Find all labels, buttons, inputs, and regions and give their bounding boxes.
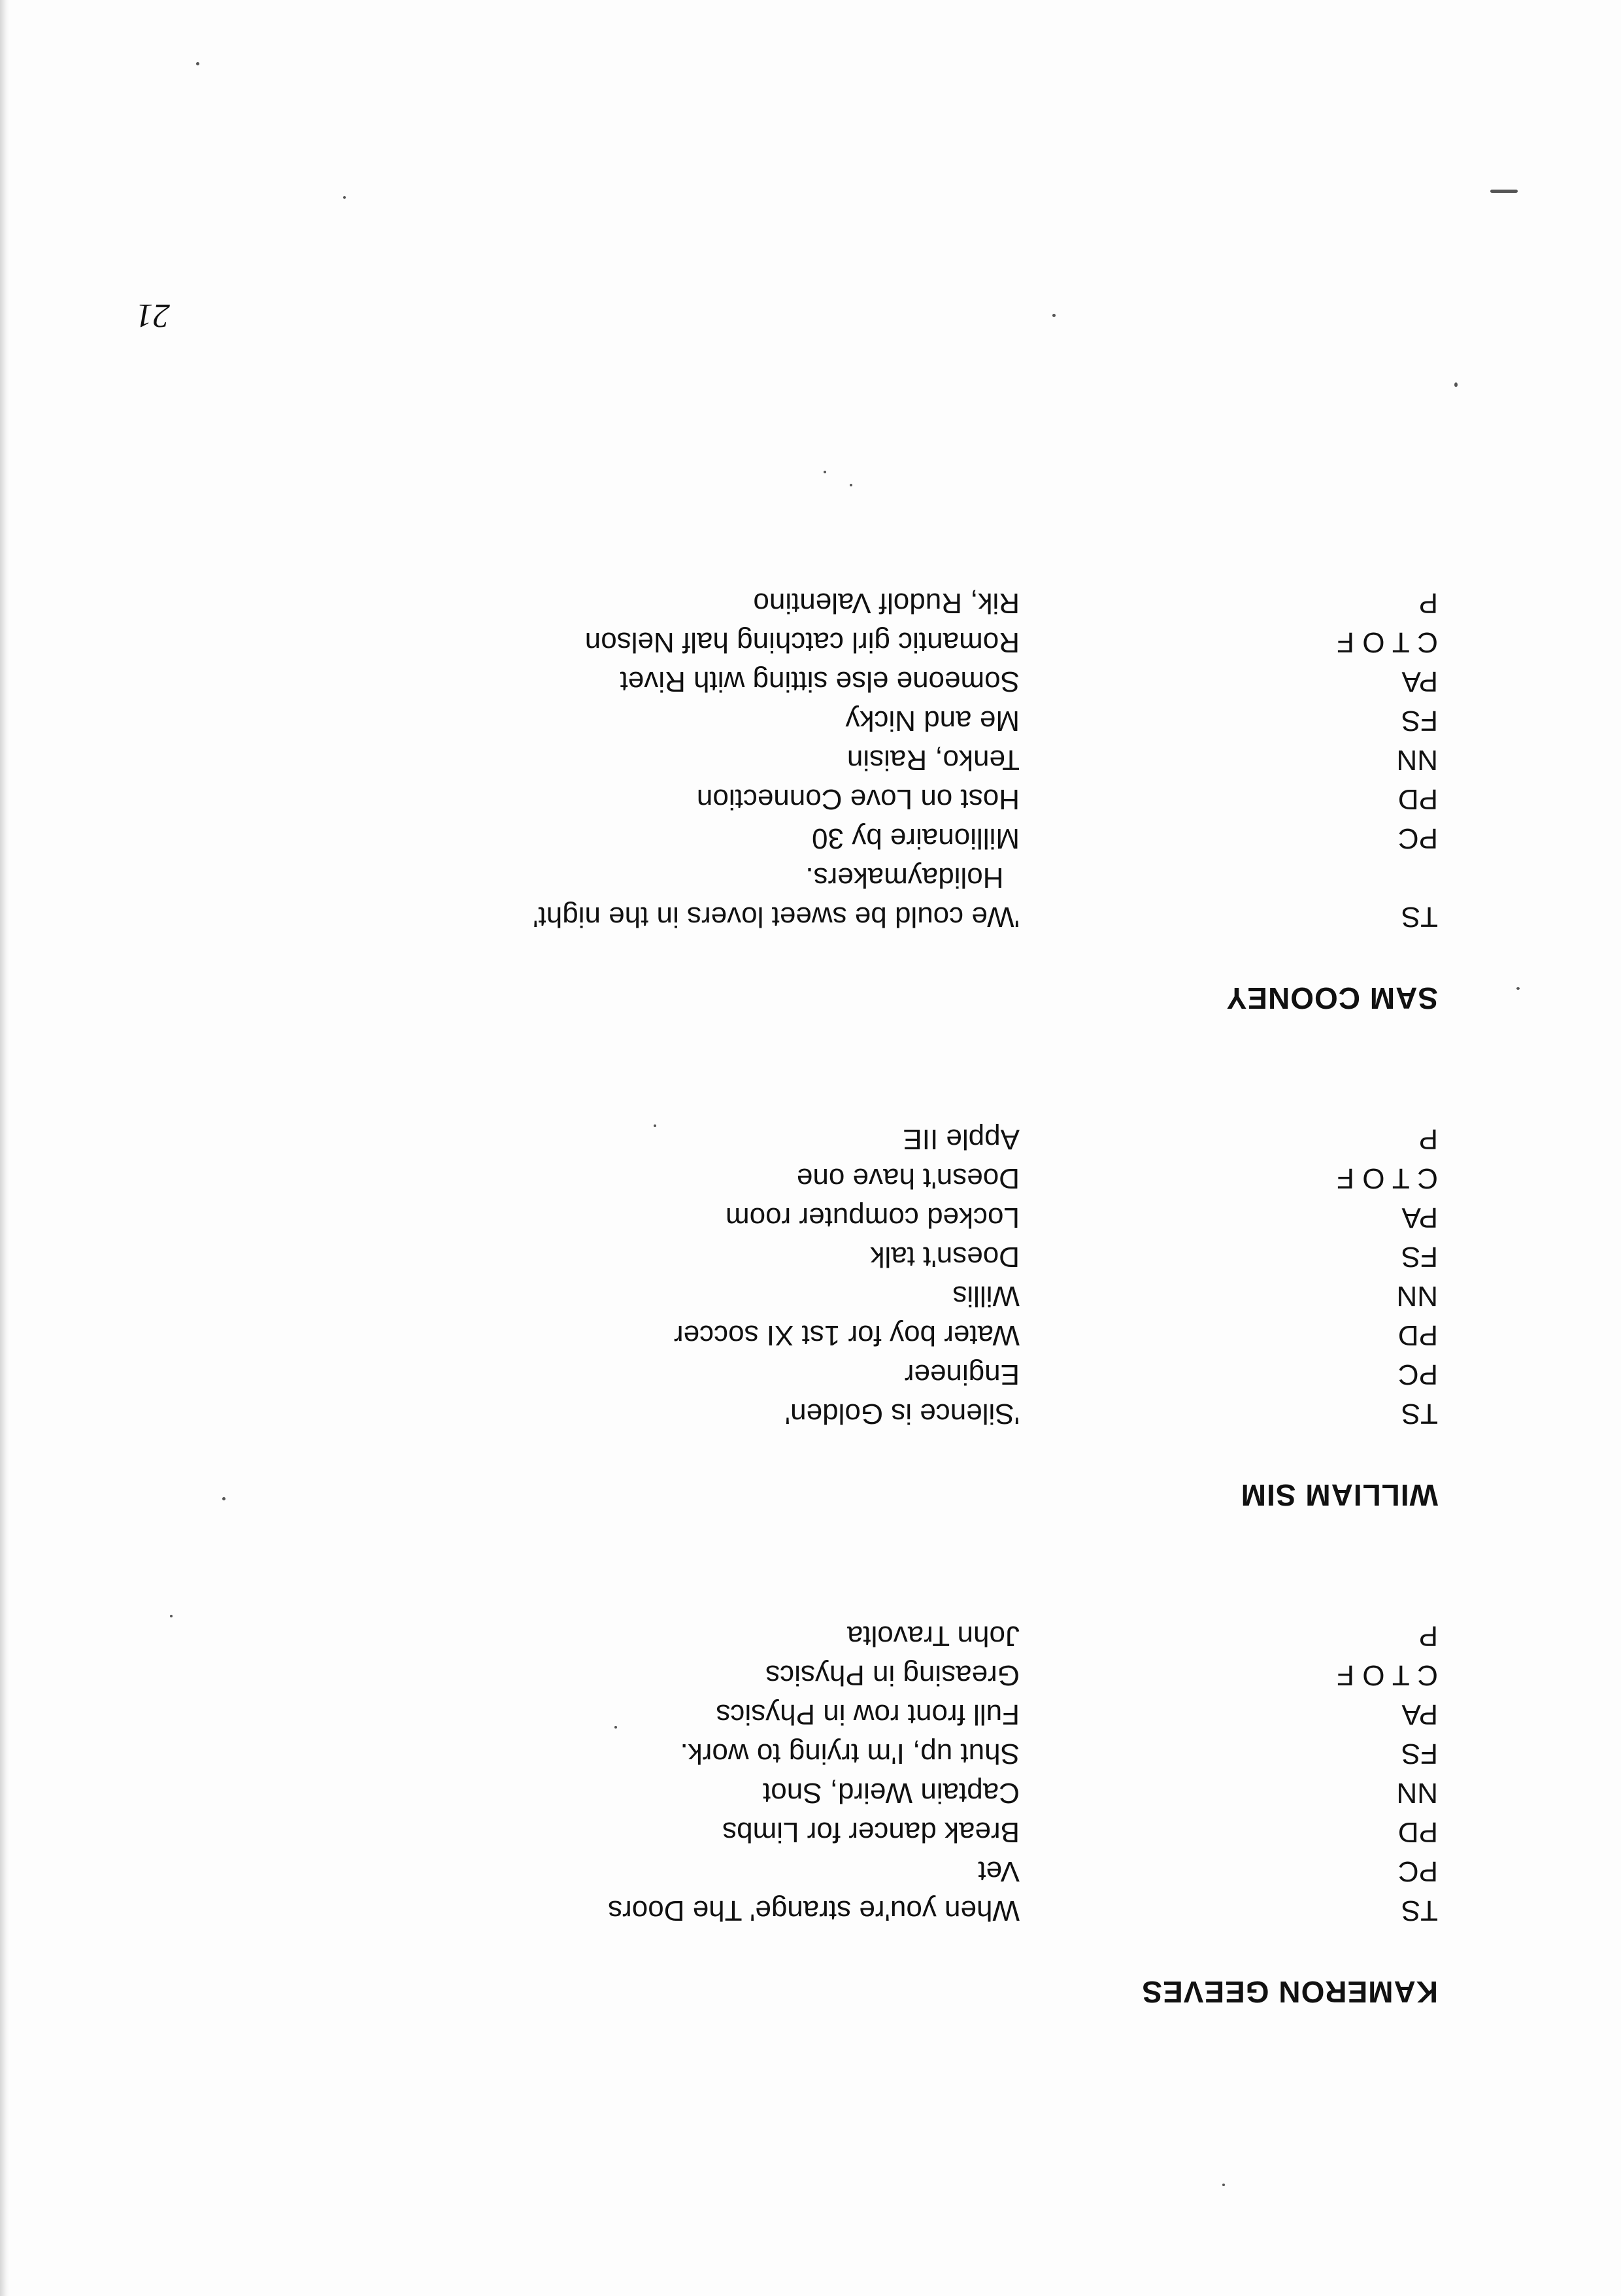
row-code: TS [1401,901,1438,933]
row-value: John Travolta [846,1620,1020,1652]
profile-row [261,1237,1438,1276]
row-code: P [1418,587,1438,619]
row-value: Engineer [904,1359,1020,1391]
row-value: Greasing in Physics [765,1659,1020,1691]
profile-row [261,1812,1438,1851]
row-code: C T O F [1337,626,1438,658]
profile-rows [261,1616,1438,1930]
profile-row [261,1891,1438,1930]
scan-speck [170,1615,173,1617]
scan-speck [824,471,826,473]
row-code: PC [1397,1855,1438,1887]
scan-speck [850,484,852,486]
profile-row [261,1616,1438,1655]
row-value: Tenko, Raisin [846,744,1020,776]
profile-row [261,1276,1438,1315]
row-value: Locked computer room [726,1202,1020,1234]
row-code: P [1418,1620,1438,1652]
scan-speck [1490,190,1518,193]
row-value: Rik, Rudolf Valentino [753,587,1020,619]
row-code: NN [1396,1777,1438,1809]
row-code: PA [1401,666,1438,698]
profile-row [261,1655,1438,1695]
row-code: PD [1397,1319,1438,1351]
row-value: Vet [978,1855,1020,1887]
row-code: NN [1396,1280,1438,1312]
row-code: FS [1401,1241,1438,1273]
scan-speck [1222,2184,1225,2186]
profile-row [261,1158,1438,1198]
row-code: TS [1401,1895,1438,1927]
profile-row [261,583,1438,622]
profile-row [261,622,1438,662]
page-number: 21 [136,297,170,334]
row-value: 'Silence is Golden' [784,1398,1020,1430]
row-code: NN [1396,744,1438,776]
profile-row [261,1734,1438,1773]
scan-speck [222,1497,226,1500]
row-value: Apple IIE [903,1123,1020,1155]
row-code: PD [1397,783,1438,815]
profile-rows [261,583,1438,936]
student-profile-sam-cooney [261,583,1438,1021]
row-code: C T O F [1337,1162,1438,1194]
row-value: Captain Weird, Snot [763,1777,1020,1809]
row-code: PD [1397,1816,1438,1848]
row-value: Water boy for 1st XI soccer [674,1319,1020,1351]
student-name: SAM COONEY [1226,981,1438,1015]
profile-row [261,858,1438,936]
profile-row [261,1851,1438,1891]
row-value: Host on Love Connection [696,783,1020,815]
row-code: PA [1401,1202,1438,1234]
row-value: Full front row in Physics [716,1698,1020,1730]
profile-row [261,779,1438,819]
row-value: Break dancer for Limbs [722,1816,1020,1848]
profile-row [261,819,1438,858]
row-code: FS [1401,705,1438,737]
profile-row [261,1773,1438,1812]
scan-speck [654,1124,656,1127]
row-code: P [1418,1123,1438,1155]
row-value: Me and Nicky [845,705,1020,737]
scan-speck [1454,382,1458,387]
profile-row [261,1315,1438,1355]
row-value: 'We could be sweet lovers in the night' Holidaymakers. [533,862,1020,933]
student-profile-kameron-geeves [261,1616,1438,2015]
student-name: WILLIAM SIM [1240,1478,1438,1512]
row-value: Doesn't talk [870,1241,1020,1273]
profile-row [261,1695,1438,1734]
row-value: When you're strange' The Doors [608,1895,1020,1927]
row-value: Someone else sitting with Rivet [620,666,1020,698]
row-value: Doesn't have one [796,1162,1020,1194]
profile-row [261,662,1438,701]
row-code: C T O F [1337,1659,1438,1691]
student-profile-william-sim [261,1119,1438,1518]
row-code: PC [1397,1359,1438,1391]
row-code: FS [1401,1738,1438,1770]
profile-row [261,1355,1438,1394]
row-value: Shut up, I'm trying to work. [680,1738,1020,1770]
profile-row [261,701,1438,740]
profile-row [261,1119,1438,1158]
row-value: Romantic girl catching half Nelson [584,626,1020,658]
row-code: PC [1397,822,1438,854]
scan-speck [196,62,199,65]
row-value: Willis [952,1280,1020,1312]
scan-speck [1052,314,1056,317]
row-code: TS [1401,1398,1438,1430]
student-name: KAMERON GEEVES [1141,1975,1438,2009]
row-value: Millionaire by 30 [812,822,1020,854]
row-code: PA [1401,1698,1438,1730]
scan-speck [1516,987,1520,990]
scan-speck [614,1726,617,1729]
profile-rows [261,1119,1438,1433]
profile-row [261,1198,1438,1237]
profile-row [261,740,1438,779]
profile-row [261,1394,1438,1433]
scan-speck [343,196,346,199]
